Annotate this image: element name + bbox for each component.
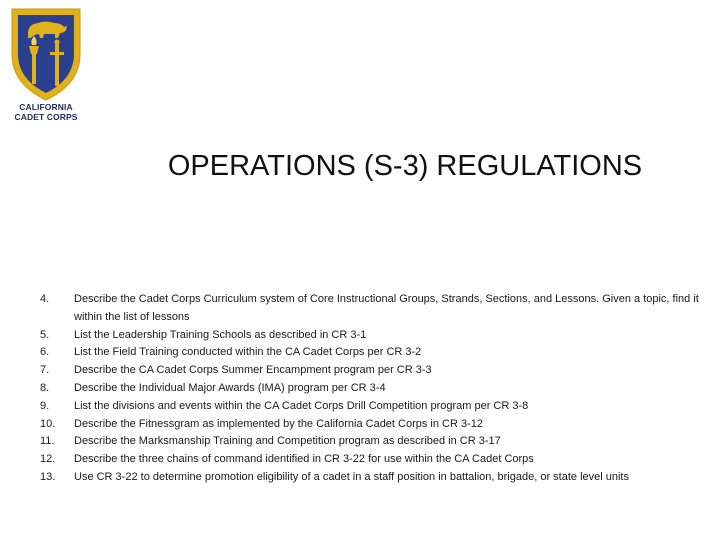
- list-item-number: 5.: [40, 328, 50, 341]
- list-item-number: 7.: [40, 364, 50, 377]
- list-item: [40, 469, 700, 487]
- logo-text-california: CALIFORNIA: [19, 102, 73, 112]
- list-item-text: Describe the Cadet Corps Curriculum system of Core Instructional Groups, Strands, Sections, and Lessons. Given a topic, find it within the list of lessons: [74, 293, 699, 323]
- list-item-text: List the Leadership Training Schools as described in CR 3-1: [74, 328, 367, 341]
- list-item-text: Use CR 3-22 to determine promotion eligibility of a cadet in a staff position in battalion, brigade, or state level units: [74, 470, 629, 483]
- list-item: [40, 433, 700, 451]
- list-item: [40, 416, 700, 434]
- page-title: OPERATIONS (S-3) REGULATIONS: [167, 150, 643, 182]
- list-item-number: 9.: [40, 399, 50, 412]
- list-item-text: Describe the Fitnessgram as implemented by the California Cadet Corps in CR 3-12: [74, 417, 484, 430]
- list-item-number: 13.: [40, 470, 56, 483]
- list-item: [40, 291, 700, 327]
- list-item-number: 6.: [40, 346, 50, 359]
- list-item-number: 11.: [40, 435, 55, 448]
- logo-text-cadet-corps: CADET CORPS: [14, 112, 78, 122]
- list-item: [40, 362, 700, 380]
- list-item-text: Describe the three chains of command identified in CR 3-22 for use within the CA Cadet Corps: [74, 453, 534, 466]
- list-item-number: 10.: [40, 417, 56, 430]
- list-item-number: 12.: [40, 453, 56, 466]
- list-item-text: Describe the Marksmanship Training and Competition program as described in CR 3-17: [74, 435, 501, 448]
- list-item: [40, 380, 700, 398]
- list-item: [40, 398, 700, 416]
- california-cadet-corps-logo: [8, 6, 84, 122]
- list-item-number: 4.: [40, 293, 50, 305]
- list-item: [40, 344, 700, 362]
- regulations-list: [40, 291, 700, 487]
- list-item: [40, 327, 700, 345]
- list-item-text: List the divisions and events within the CA Cadet Corps Drill Competition program per CR 3-8: [74, 399, 529, 412]
- list-item-text: Describe the Individual Major Awards (IMA) program per CR 3-4: [74, 381, 386, 394]
- list-item-number: 8.: [40, 381, 50, 394]
- list-item-text: Describe the CA Cadet Corps Summer Encampment program per CR 3-3: [74, 364, 432, 377]
- shield-emblem-icon: [8, 6, 84, 102]
- list-item-text: List the Field Training conducted within the CA Cadet Corps per CR 3-2: [74, 346, 422, 359]
- list-item: [40, 451, 700, 469]
